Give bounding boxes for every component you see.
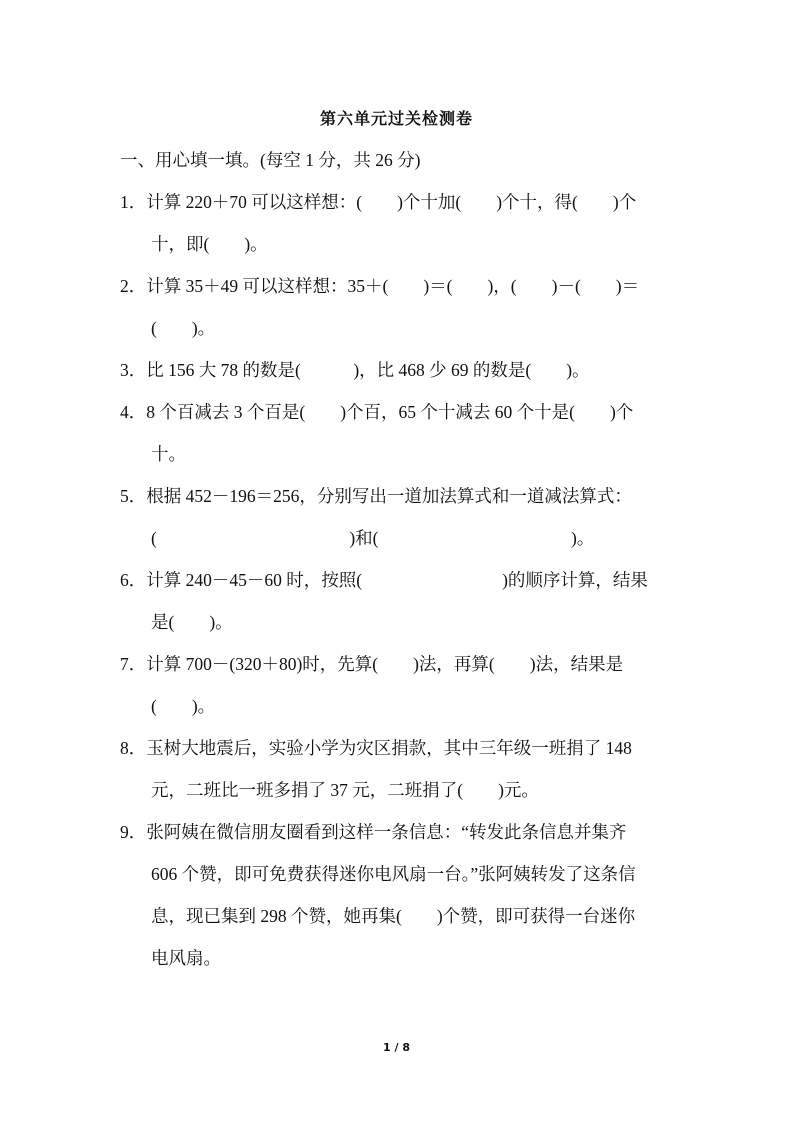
question-2-line-1: 2．计算 35＋49 可以这样想：35＋( )＝( )，( )－( )＝ <box>120 276 640 296</box>
question-5-line-1: 5．根据 452－196＝256，分别写出一道加法算式和一道减法算式： <box>120 486 632 506</box>
question-2-line-2: ( )。 <box>151 318 216 338</box>
question-3-line-1: 3．比 156 大 78 的数是( )，比 468 少 69 的数是( )。 <box>120 360 590 380</box>
question-1-line-1: 1．计算 220＋70 可以这样想：( )个十加( )个十，得( )个 <box>120 192 637 212</box>
question-8-line-1: 8．玉树大地震后，实验小学为灾区捐款，其中三年级一班捐了 148 <box>120 738 632 758</box>
question-7-line-1: 7．计算 700－(320＋80)时，先算( )法，再算( )法，结果是 <box>120 654 624 674</box>
question-8-line-2: 元，二班比一班多捐了 37 元，二班捐了( )元。 <box>151 780 539 800</box>
question-7-line-2: ( )。 <box>151 696 216 716</box>
question-1-line-2: 十，即( )。 <box>151 234 268 254</box>
question-9-line-4: 电风扇。 <box>151 948 221 968</box>
question-9-line-1: 9．张阿姨在微信朋友圈看到这样一条信息：“转发此条信息并集齐 <box>120 822 627 842</box>
section-heading: 一、用心填一填。(每空 1 分，共 26 分) <box>120 150 421 170</box>
page-indicator: 1 / 8 <box>383 1041 410 1054</box>
question-9-line-2: 606 个赞，即可免费获得迷你电风扇一台。”张阿姨转发了这条信 <box>151 864 636 884</box>
question-4-line-1: 4．8 个百减去 3 个百是( )个百，65 个十减去 60 个十是( )个 <box>120 402 634 422</box>
question-9-line-3: 息，现已集到 298 个赞，她再集( )个赞，即可获得一台迷你 <box>151 906 636 926</box>
document-title: 第六单元过关检测卷 <box>319 111 473 128</box>
question-4-line-2: 十。 <box>151 444 186 464</box>
question-5-line-2: ( )和( )。 <box>151 528 595 548</box>
question-6-line-2: 是( )。 <box>151 612 233 632</box>
question-6-line-1: 6．计算 240－45－60 时，按照( )的顺序计算，结果 <box>120 570 648 590</box>
